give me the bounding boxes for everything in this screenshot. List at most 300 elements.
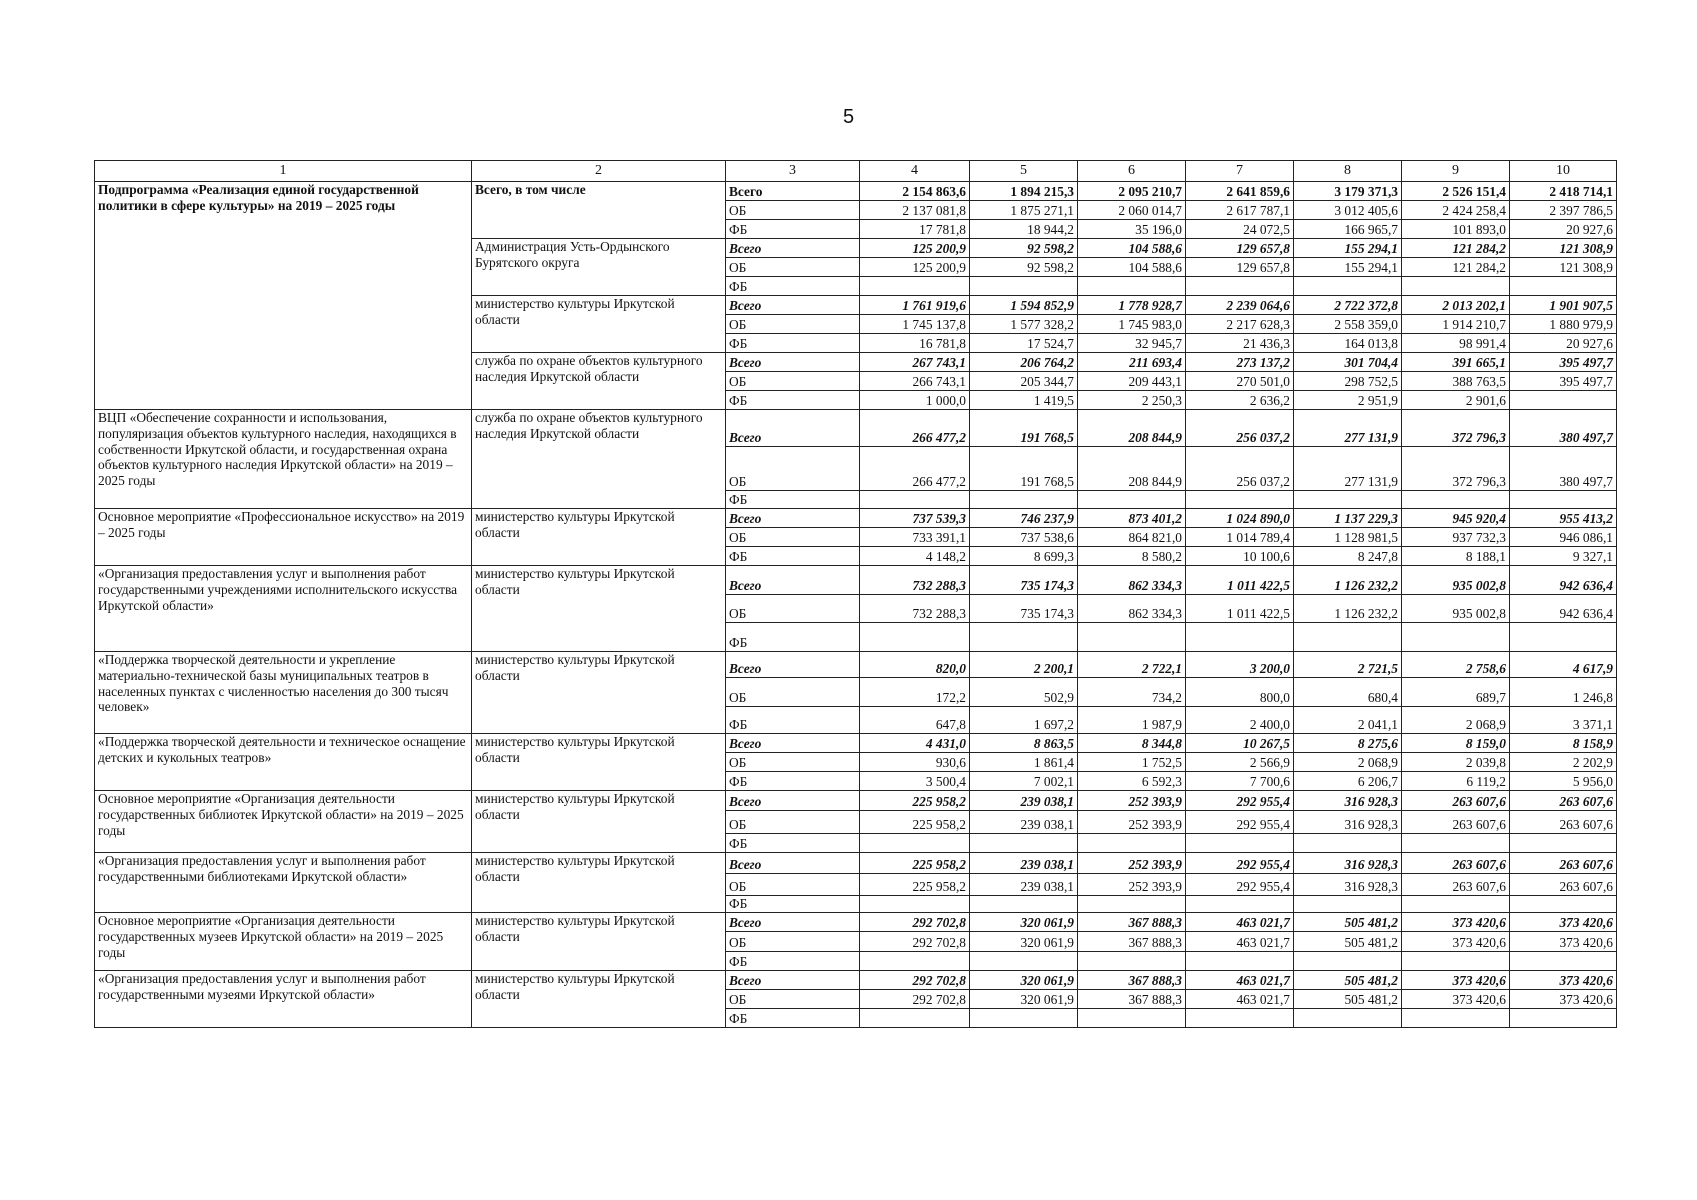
funding-source-cell: ФБ (726, 277, 860, 296)
funding-source-cell: ФБ (726, 547, 860, 566)
amount-cell: 263 607,6 (1402, 791, 1510, 811)
amount-cell: 2 200,1 (970, 652, 1078, 678)
amount-cell: 2 722,1 (1078, 652, 1186, 678)
executor-cell: министерство культуры Иркутской области (472, 853, 726, 913)
funding-source-cell: Всего (726, 853, 860, 874)
budget-table (94, 160, 1617, 1028)
column-header: 5 (970, 161, 1078, 182)
amount-cell: 505 481,2 (1294, 913, 1402, 932)
executor-cell: министерство культуры Иркутской области (472, 296, 726, 353)
amount-cell: 239 038,1 (970, 791, 1078, 811)
amount-cell: 505 481,2 (1294, 990, 1402, 1009)
amount-cell: 4 431,0 (860, 734, 970, 753)
executor-cell: служба по охране объектов культурного наследия Иркутской области (472, 353, 726, 410)
amount-cell: 8 863,5 (970, 734, 1078, 753)
amount-cell: 862 334,3 (1078, 595, 1186, 623)
amount-cell: 380 497,7 (1510, 410, 1617, 447)
amount-cell: 2 901,6 (1402, 391, 1510, 410)
amount-cell: 292 702,8 (860, 913, 970, 932)
amount-cell: 505 481,2 (1294, 932, 1402, 952)
funding-source-cell: ОБ (726, 201, 860, 220)
funding-source-cell: ОБ (726, 528, 860, 547)
amount-cell: 937 732,3 (1402, 528, 1510, 547)
amount-cell: 298 752,5 (1294, 372, 1402, 391)
amount-cell (1294, 896, 1402, 913)
amount-cell: 8 158,9 (1510, 734, 1617, 753)
amount-cell: 367 888,3 (1078, 932, 1186, 952)
amount-cell (1510, 896, 1617, 913)
funding-source-cell: ФБ (726, 952, 860, 971)
amount-cell: 732 288,3 (860, 566, 970, 595)
amount-cell: 7 002,1 (970, 772, 1078, 791)
amount-cell: 373 420,6 (1402, 913, 1510, 932)
amount-cell: 172,2 (860, 678, 970, 707)
table-row (95, 509, 1617, 528)
amount-cell: 1 014 789,4 (1186, 528, 1294, 547)
funding-source-cell: Всего (726, 296, 860, 315)
amount-cell: 320 061,9 (970, 913, 1078, 932)
amount-cell (1078, 834, 1186, 853)
amount-cell: 1 000,0 (860, 391, 970, 410)
amount-cell: 208 844,9 (1078, 447, 1186, 491)
amount-cell (860, 623, 970, 652)
amount-cell (1510, 277, 1617, 296)
amount-cell: 935 002,8 (1402, 566, 1510, 595)
amount-cell: 373 420,6 (1510, 971, 1617, 990)
amount-cell: 8 580,2 (1078, 547, 1186, 566)
amount-cell: 20 927,6 (1510, 220, 1617, 239)
amount-cell: 2 722 372,8 (1294, 296, 1402, 315)
amount-cell: 930,6 (860, 753, 970, 772)
column-header: 7 (1186, 161, 1294, 182)
amount-cell: 320 061,9 (970, 990, 1078, 1009)
executor-cell: Всего, в том числе (472, 182, 726, 239)
amount-cell (970, 623, 1078, 652)
amount-cell: 125 200,9 (860, 258, 970, 277)
amount-cell: 1 577 328,2 (970, 315, 1078, 334)
program-name-cell: «Поддержка творческой деятельности и техническое оснащение детских и кукольных театров» (95, 734, 472, 791)
amount-cell: 689,7 (1402, 678, 1510, 707)
amount-cell: 367 888,3 (1078, 913, 1186, 932)
amount-cell: 2 013 202,1 (1402, 296, 1510, 315)
table-row (95, 971, 1617, 990)
amount-cell: 873 401,2 (1078, 509, 1186, 528)
amount-cell: 735 174,3 (970, 566, 1078, 595)
amount-cell (970, 1009, 1078, 1028)
program-name-cell: «Организация предоставления услуг и выполнения работ государственными музеями Иркутской области» (95, 971, 472, 1028)
amount-cell: 239 038,1 (970, 853, 1078, 874)
amount-cell: 263 607,6 (1510, 791, 1617, 811)
amount-cell: 252 393,9 (1078, 874, 1186, 896)
amount-cell: 270 501,0 (1186, 372, 1294, 391)
amount-cell: 2 424 258,4 (1402, 201, 1510, 220)
amount-cell: 2 526 151,4 (1402, 182, 1510, 201)
amount-cell (1078, 1009, 1186, 1028)
funding-source-cell: ОБ (726, 874, 860, 896)
program-name-cell: «Поддержка творческой деятельности и укрепление материально-технической базы муниципальных театров в населенных пунктах с численностью населения до 300 тысяч человек» (95, 652, 472, 734)
amount-cell (1510, 391, 1617, 410)
funding-source-cell: ФБ (726, 391, 860, 410)
amount-cell (1510, 1009, 1617, 1028)
amount-cell: 2 095 210,7 (1078, 182, 1186, 201)
amount-cell: 252 393,9 (1078, 811, 1186, 834)
table-row (95, 853, 1617, 874)
amount-cell: 129 657,8 (1186, 258, 1294, 277)
amount-cell: 292 955,4 (1186, 853, 1294, 874)
amount-cell: 647,8 (860, 707, 970, 734)
amount-cell: 316 928,3 (1294, 791, 1402, 811)
column-header: 4 (860, 161, 970, 182)
table-row (95, 566, 1617, 595)
amount-cell (1402, 623, 1510, 652)
amount-cell: 7 700,6 (1186, 772, 1294, 791)
amount-cell: 2 060 014,7 (1078, 201, 1186, 220)
amount-cell: 945 920,4 (1402, 509, 1510, 528)
amount-cell: 252 393,9 (1078, 791, 1186, 811)
funding-source-cell: ФБ (726, 623, 860, 652)
funding-source-cell: ФБ (726, 1009, 860, 1028)
amount-cell: 942 636,4 (1510, 566, 1617, 595)
amount-cell: 502,9 (970, 678, 1078, 707)
amount-cell: 9 327,1 (1510, 547, 1617, 566)
amount-cell: 820,0 (860, 652, 970, 678)
amount-cell: 263 607,6 (1402, 811, 1510, 834)
amount-cell: 1 914 210,7 (1402, 315, 1510, 334)
executor-cell: министерство культуры Иркутской области (472, 791, 726, 853)
amount-cell (1294, 834, 1402, 853)
amount-cell: 191 768,5 (970, 410, 1078, 447)
amount-cell: 121 284,2 (1402, 258, 1510, 277)
funding-source-cell: ОБ (726, 447, 860, 491)
amount-cell: 263 607,6 (1402, 874, 1510, 896)
amount-cell: 373 420,6 (1402, 932, 1510, 952)
amount-cell (860, 491, 970, 509)
amount-cell: 155 294,1 (1294, 258, 1402, 277)
amount-cell (1186, 1009, 1294, 1028)
amount-cell: 2 758,6 (1402, 652, 1510, 678)
amount-cell: 256 037,2 (1186, 410, 1294, 447)
amount-cell (1402, 491, 1510, 509)
amount-cell (860, 952, 970, 971)
amount-cell (970, 277, 1078, 296)
amount-cell: 206 764,2 (970, 353, 1078, 372)
amount-cell: 395 497,7 (1510, 353, 1617, 372)
amount-cell: 263 607,6 (1510, 811, 1617, 834)
amount-cell (1078, 896, 1186, 913)
funding-source-cell: Всего (726, 182, 860, 201)
amount-cell: 367 888,3 (1078, 990, 1186, 1009)
amount-cell: 101 893,0 (1402, 220, 1510, 239)
executor-cell: служба по охране объектов культурного наследия Иркутской области (472, 410, 726, 509)
amount-cell: 1 137 229,3 (1294, 509, 1402, 528)
amount-cell: 8 247,8 (1294, 547, 1402, 566)
executor-cell: Администрация Усть-Ордынского Бурятского округа (472, 239, 726, 296)
funding-source-cell: Всего (726, 566, 860, 595)
amount-cell: 225 958,2 (860, 874, 970, 896)
amount-cell: 104 588,6 (1078, 239, 1186, 258)
amount-cell (1078, 952, 1186, 971)
amount-cell (1078, 277, 1186, 296)
amount-cell (1186, 491, 1294, 509)
amount-cell: 380 497,7 (1510, 447, 1617, 491)
amount-cell: 373 420,6 (1510, 990, 1617, 1009)
amount-cell: 864 821,0 (1078, 528, 1186, 547)
funding-source-cell: ФБ (726, 772, 860, 791)
amount-cell: 737 539,3 (860, 509, 970, 528)
amount-cell: 98 991,4 (1402, 334, 1510, 353)
table-row (95, 734, 1617, 753)
amount-cell: 395 497,7 (1510, 372, 1617, 391)
amount-cell (1186, 277, 1294, 296)
amount-cell: 292 702,8 (860, 932, 970, 952)
amount-cell: 273 137,2 (1186, 353, 1294, 372)
amount-cell: 505 481,2 (1294, 971, 1402, 990)
amount-cell: 24 072,5 (1186, 220, 1294, 239)
amount-cell (1402, 952, 1510, 971)
column-header: 2 (472, 161, 726, 182)
amount-cell (970, 896, 1078, 913)
header-row (95, 161, 1617, 182)
executor-cell: министерство культуры Иркутской области (472, 566, 726, 652)
amount-cell: 252 393,9 (1078, 853, 1186, 874)
amount-cell: 2 636,2 (1186, 391, 1294, 410)
amount-cell: 1 126 232,2 (1294, 566, 1402, 595)
funding-source-cell: ОБ (726, 258, 860, 277)
amount-cell: 3 371,1 (1510, 707, 1617, 734)
amount-cell: 2 617 787,1 (1186, 201, 1294, 220)
amount-cell (970, 952, 1078, 971)
amount-cell: 2 418 714,1 (1510, 182, 1617, 201)
amount-cell: 1 761 919,6 (860, 296, 970, 315)
amount-cell: 733 391,1 (860, 528, 970, 547)
funding-source-cell: ОБ (726, 372, 860, 391)
amount-cell: 3 200,0 (1186, 652, 1294, 678)
amount-cell: 208 844,9 (1078, 410, 1186, 447)
amount-cell: 1 011 422,5 (1186, 566, 1294, 595)
amount-cell (1186, 896, 1294, 913)
program-name-cell: Основное мероприятие «Профессиональное искусство» на 2019 – 2025 годы (95, 509, 472, 566)
amount-cell: 2 951,9 (1294, 391, 1402, 410)
amount-cell: 35 196,0 (1078, 220, 1186, 239)
amount-cell (970, 834, 1078, 853)
amount-cell: 367 888,3 (1078, 971, 1186, 990)
amount-cell: 10 267,5 (1186, 734, 1294, 753)
amount-cell: 211 693,4 (1078, 353, 1186, 372)
funding-source-cell: ОБ (726, 990, 860, 1009)
funding-source-cell: Всего (726, 509, 860, 528)
amount-cell: 166 965,7 (1294, 220, 1402, 239)
table-row (95, 913, 1617, 932)
funding-source-cell: Всего (726, 971, 860, 990)
amount-cell: 266 477,2 (860, 447, 970, 491)
funding-source-cell: Всего (726, 410, 860, 447)
amount-cell: 388 763,5 (1402, 372, 1510, 391)
amount-cell: 6 206,7 (1294, 772, 1402, 791)
amount-cell: 125 200,9 (860, 239, 970, 258)
amount-cell (1294, 491, 1402, 509)
amount-cell (1402, 896, 1510, 913)
amount-cell: 256 037,2 (1186, 447, 1294, 491)
amount-cell: 1 745 983,0 (1078, 315, 1186, 334)
amount-cell: 92 598,2 (970, 239, 1078, 258)
amount-cell: 3 500,4 (860, 772, 970, 791)
amount-cell: 1 875 271,1 (970, 201, 1078, 220)
amount-cell: 320 061,9 (970, 971, 1078, 990)
amount-cell: 1 594 852,9 (970, 296, 1078, 315)
amount-cell: 1 778 928,7 (1078, 296, 1186, 315)
amount-cell: 2 397 786,5 (1510, 201, 1617, 220)
amount-cell: 2 721,5 (1294, 652, 1402, 678)
amount-cell: 209 443,1 (1078, 372, 1186, 391)
amount-cell: 320 061,9 (970, 932, 1078, 952)
amount-cell: 10 100,6 (1186, 547, 1294, 566)
amount-cell: 2 566,9 (1186, 753, 1294, 772)
amount-cell: 2 239 064,6 (1186, 296, 1294, 315)
column-header: 1 (95, 161, 472, 182)
amount-cell: 92 598,2 (970, 258, 1078, 277)
amount-cell: 263 607,6 (1510, 853, 1617, 874)
amount-cell: 463 021,7 (1186, 913, 1294, 932)
amount-cell: 121 308,9 (1510, 239, 1617, 258)
funding-source-cell: ОБ (726, 753, 860, 772)
funding-source-cell: Всего (726, 353, 860, 372)
amount-cell: 277 131,9 (1294, 410, 1402, 447)
amount-cell (1078, 623, 1186, 652)
amount-cell: 1 987,9 (1078, 707, 1186, 734)
amount-cell: 1 128 981,5 (1294, 528, 1402, 547)
amount-cell: 1 861,4 (970, 753, 1078, 772)
amount-cell: 935 002,8 (1402, 595, 1510, 623)
amount-cell: 191 768,5 (970, 447, 1078, 491)
amount-cell: 17 781,8 (860, 220, 970, 239)
amount-cell: 373 420,6 (1510, 913, 1617, 932)
amount-cell: 18 944,2 (970, 220, 1078, 239)
funding-source-cell: ФБ (726, 707, 860, 734)
funding-source-cell: Всего (726, 239, 860, 258)
amount-cell: 372 796,3 (1402, 447, 1510, 491)
amount-cell: 746 237,9 (970, 509, 1078, 528)
amount-cell (1510, 623, 1617, 652)
amount-cell: 1 745 137,8 (860, 315, 970, 334)
amount-cell: 2 641 859,6 (1186, 182, 1294, 201)
funding-source-cell: Всего (726, 652, 860, 678)
amount-cell: 1 880 979,9 (1510, 315, 1617, 334)
program-name-cell: Подпрограмма «Реализация единой государственной политики в сфере культуры» на 2019 – 2025 годы (95, 182, 472, 410)
amount-cell: 2 202,9 (1510, 753, 1617, 772)
amount-cell: 301 704,4 (1294, 353, 1402, 372)
funding-source-cell: Всего (726, 791, 860, 811)
amount-cell: 292 955,4 (1186, 874, 1294, 896)
program-name-cell: «Организация предоставления услуг и выполнения работ государственными библиотеками Иркутской области» (95, 853, 472, 913)
amount-cell: 21 436,3 (1186, 334, 1294, 353)
amount-cell: 6 592,3 (1078, 772, 1186, 791)
amount-cell: 2 039,8 (1402, 753, 1510, 772)
amount-cell: 292 702,8 (860, 990, 970, 1009)
amount-cell: 862 334,3 (1078, 566, 1186, 595)
funding-source-cell: ОБ (726, 678, 860, 707)
amount-cell: 316 928,3 (1294, 811, 1402, 834)
amount-cell: 2 068,9 (1402, 707, 1510, 734)
amount-cell: 463 021,7 (1186, 932, 1294, 952)
amount-cell (970, 491, 1078, 509)
amount-cell: 2 068,9 (1294, 753, 1402, 772)
amount-cell: 292 702,8 (860, 971, 970, 990)
funding-source-cell: ОБ (726, 932, 860, 952)
funding-source-cell: ФБ (726, 491, 860, 509)
funding-source-cell: ФБ (726, 220, 860, 239)
amount-cell: 16 781,8 (860, 334, 970, 353)
amount-cell: 20 927,6 (1510, 334, 1617, 353)
amount-cell: 239 038,1 (970, 811, 1078, 834)
amount-cell: 734,2 (1078, 678, 1186, 707)
amount-cell: 164 013,8 (1294, 334, 1402, 353)
amount-cell: 737 538,6 (970, 528, 1078, 547)
amount-cell: 32 945,7 (1078, 334, 1186, 353)
amount-cell (1510, 491, 1617, 509)
amount-cell: 680,4 (1294, 678, 1402, 707)
funding-source-cell: ФБ (726, 896, 860, 913)
amount-cell (1510, 952, 1617, 971)
amount-cell: 3 012 405,6 (1294, 201, 1402, 220)
amount-cell: 463 021,7 (1186, 990, 1294, 1009)
amount-cell: 2 137 081,8 (860, 201, 970, 220)
column-header: 3 (726, 161, 860, 182)
amount-cell: 121 284,2 (1402, 239, 1510, 258)
program-name-cell: Основное мероприятие «Организация деятельности государственных библиотек Иркутской области» на 2019 – 2025 годы (95, 791, 472, 853)
executor-cell: министерство культуры Иркутской области (472, 913, 726, 971)
amount-cell: 225 958,2 (860, 791, 970, 811)
amount-cell (860, 277, 970, 296)
amount-cell: 1 419,5 (970, 391, 1078, 410)
amount-cell (1078, 491, 1186, 509)
amount-cell: 1 024 890,0 (1186, 509, 1294, 528)
program-name-cell: «Организация предоставления услуг и выполнения работ государственными учреждениями исполнительского искусства Иркутской области» (95, 566, 472, 652)
amount-cell: 205 344,7 (970, 372, 1078, 391)
amount-cell: 263 607,6 (1402, 853, 1510, 874)
amount-cell: 2 217 628,3 (1186, 315, 1294, 334)
amount-cell (860, 896, 970, 913)
amount-cell: 2 154 863,6 (860, 182, 970, 201)
amount-cell (860, 834, 970, 853)
amount-cell: 8 699,3 (970, 547, 1078, 566)
funding-source-cell: ОБ (726, 315, 860, 334)
funding-source-cell: Всего (726, 913, 860, 932)
funding-source-cell: ФБ (726, 834, 860, 853)
amount-cell: 316 928,3 (1294, 853, 1402, 874)
amount-cell (1294, 1009, 1402, 1028)
amount-cell: 373 420,6 (1402, 971, 1510, 990)
amount-cell: 800,0 (1186, 678, 1294, 707)
amount-cell: 955 413,2 (1510, 509, 1617, 528)
amount-cell (1402, 277, 1510, 296)
amount-cell: 104 588,6 (1078, 258, 1186, 277)
amount-cell: 263 607,6 (1510, 874, 1617, 896)
amount-cell: 121 308,9 (1510, 258, 1617, 277)
amount-cell (1402, 834, 1510, 853)
executor-cell: министерство культуры Иркутской области (472, 971, 726, 1028)
amount-cell: 155 294,1 (1294, 239, 1402, 258)
amount-cell: 2 250,3 (1078, 391, 1186, 410)
amount-cell: 735 174,3 (970, 595, 1078, 623)
amount-cell (1294, 623, 1402, 652)
amount-cell: 1 697,2 (970, 707, 1078, 734)
amount-cell: 732 288,3 (860, 595, 970, 623)
amount-cell: 391 665,1 (1402, 353, 1510, 372)
table-row (95, 410, 1617, 447)
amount-cell: 8 275,6 (1294, 734, 1402, 753)
amount-cell (1186, 952, 1294, 971)
amount-cell: 1 246,8 (1510, 678, 1617, 707)
